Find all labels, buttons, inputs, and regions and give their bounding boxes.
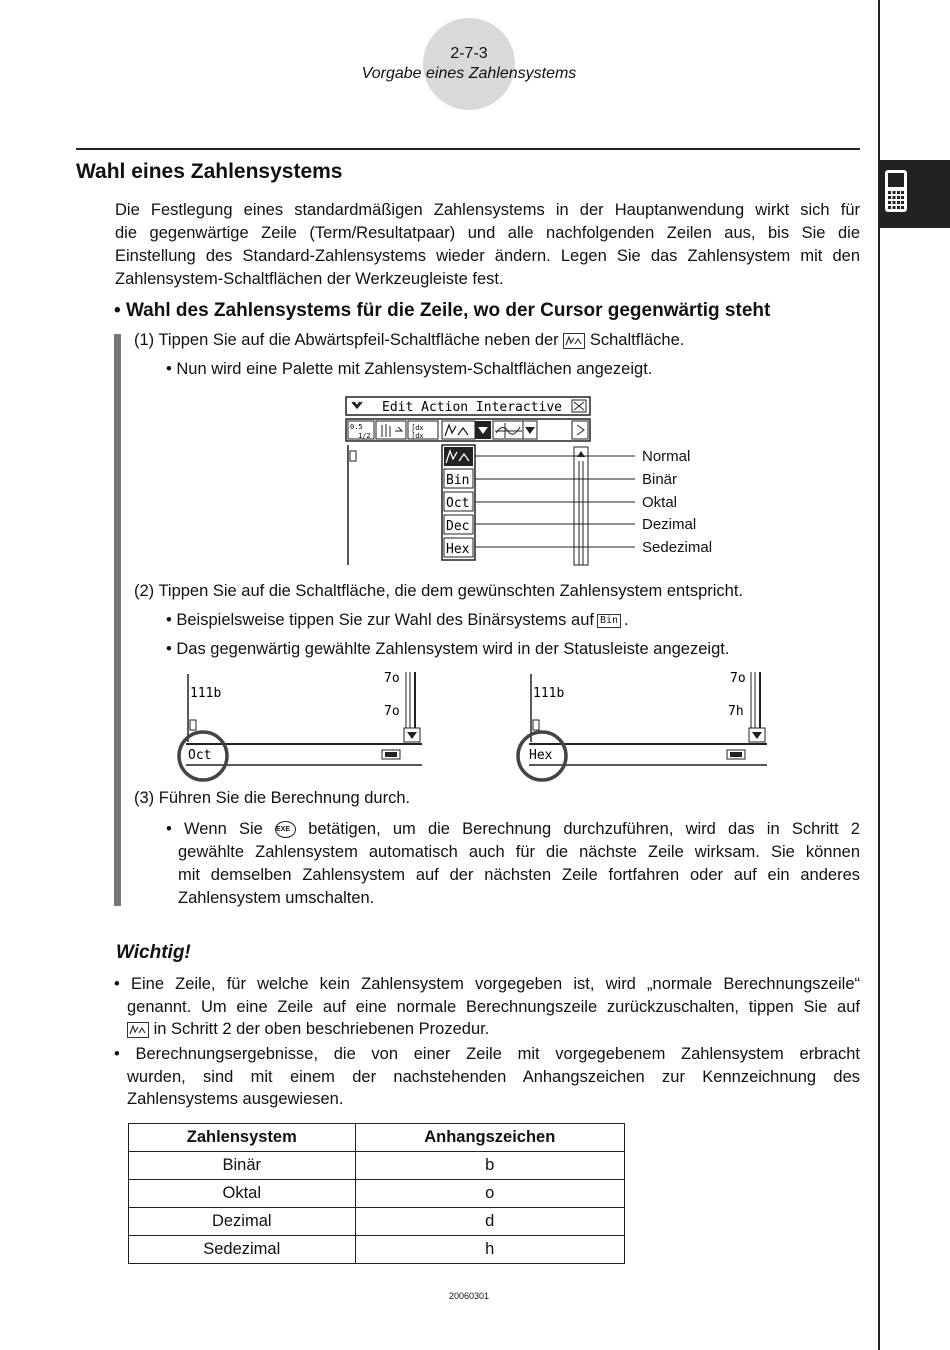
fraction-icon-bottom: 1/2 xyxy=(358,432,371,440)
screen-input: 111b xyxy=(533,686,565,701)
palette-hex-label: Hex xyxy=(446,542,470,557)
important-line: • Berechnungsergebnisse, die von einer Zeile mit vorgegebenem Zahlensystem erbracht xyxy=(114,1045,860,1063)
chapter-tab xyxy=(880,160,950,228)
table-cell: Binär xyxy=(129,1152,356,1180)
callout-sedezimal: Sedezimal xyxy=(642,539,713,556)
step-2-bullet-1: • Beispielsweise tippen Sie zur Wahl des Binärsystems auf Bin . xyxy=(166,611,629,629)
step-2-bullet-1-end: . xyxy=(624,611,629,629)
section-rule xyxy=(76,148,860,150)
step-3-bullet-text: betätigen, um die Berechnung durchzuführen, wird das in Schritt 2 xyxy=(308,820,860,838)
status-mode-label: Hex xyxy=(529,748,553,763)
important-bullet-2 xyxy=(114,1043,860,1111)
table-cell: d xyxy=(355,1208,624,1236)
table-cell: Dezimal xyxy=(129,1208,356,1236)
battery-fill xyxy=(385,752,397,757)
step-3-bullet-line: • Wenn Sie EXE betätigen, um die Berechnung durchzuführen, wird das in Schritt 2 xyxy=(166,820,860,838)
palette-dec-label: Dec xyxy=(446,519,470,534)
cursor-icon xyxy=(190,720,196,730)
intro-line: Zahlensystem-Schaltflächen der Werkzeugleiste fest. xyxy=(115,270,504,288)
important-bullet-2-text: Berechnungsergebnisse, die von einer Zeile mit vorgegebenem Zahlensystem erbracht xyxy=(135,1045,860,1063)
important-bullet-1-text: Eine Zeile, für welche kein Zahlensystem vorgegeben ist, wird „normale Berechnungszeile“ xyxy=(130,975,860,993)
intro-line: Einstellung des Standard-Zahlensystems wieder ändern. Legen Sie das Zahlensystem mit den xyxy=(115,247,860,265)
screen-result: 7h xyxy=(728,704,744,719)
step-1-bullet-text: Nun wird eine Palette mit Zahlensystem-Schaltflächen angezeigt. xyxy=(176,360,653,378)
important-heading: Wichtig! xyxy=(116,942,191,963)
table-header: Zahlensystem xyxy=(129,1124,356,1152)
subheading-text: Wahl des Zahlensystems für die Zeile, wo der Cursor gegenwärtig steht xyxy=(125,300,771,321)
screen-result-top: 7o xyxy=(730,671,746,686)
status-screen-hex xyxy=(515,670,775,785)
bin-button-icon: Bin xyxy=(597,614,621,628)
table-row xyxy=(129,1236,625,1264)
intro-line: Die Festlegung eines standardmäßigen Zahlensystems in der Hauptanwendung wirkt sich für xyxy=(115,201,860,219)
important-line xyxy=(114,1018,860,1041)
step-3: (3) Führen Sie die Berechnung durch. xyxy=(134,789,411,807)
subheading xyxy=(114,300,770,322)
integral-icon-top: ∫dx xyxy=(411,424,424,432)
callout-lines xyxy=(475,456,635,547)
step-2: (2) Tippen Sie auf die Schaltfläche, die dem gewünschten Zahlensystem entspricht. xyxy=(134,582,744,600)
callout-oktal: Oktal xyxy=(642,494,678,511)
important-bullet-1-end: in Schritt 2 der oben beschriebenen Prozedur. xyxy=(153,1020,490,1038)
procedure-sidebar xyxy=(114,334,121,906)
calculator-icon xyxy=(880,160,950,228)
step-1-text-end: Schaltfläche. xyxy=(589,331,685,349)
important-bullet-1 xyxy=(114,973,860,1041)
page-number: 2-7-3 xyxy=(450,45,488,62)
step-1-text: (1) Tippen Sie auf die Abwärtspfeil-Schaltfläche neben der xyxy=(134,331,559,349)
fraction-icon-top: 0.5 xyxy=(350,423,363,431)
screen-result-top: 7o xyxy=(384,671,400,686)
important-line: genannt. Um eine Zeile auf eine normale Berechnungszeile zurückzuschalten, tippen Sie auf xyxy=(127,997,860,1016)
screen-input: 111b xyxy=(190,686,222,701)
integral-icon-bottom: ∫dx xyxy=(411,432,424,440)
exe-key-icon: EXE xyxy=(275,821,296,838)
important-line: wurden, sind mit einem der nachstehenden Anhangszeichen zur Kennzeichnung des xyxy=(127,1067,860,1086)
palette-bin-label: Bin xyxy=(446,473,470,488)
footer-code: 20060301 xyxy=(448,1291,490,1301)
callout-binar: Binär xyxy=(642,471,678,488)
step-2-bullet-1-text: Beispielsweise tippen Sie zur Wahl des Binärsystems auf xyxy=(176,611,594,629)
table-row xyxy=(129,1180,625,1208)
table-cell: b xyxy=(355,1152,624,1180)
palette-oct-label: Oct xyxy=(446,496,470,511)
page-number-circle xyxy=(423,18,515,110)
normal-mode-icon xyxy=(563,333,585,349)
step-3-bullet-prefix: Wenn Sie xyxy=(183,820,263,838)
normal-mode-icon xyxy=(127,1022,149,1038)
table-row xyxy=(129,1152,625,1180)
table-cell: o xyxy=(355,1180,624,1208)
intro-paragraph xyxy=(115,199,860,291)
table-cell: h xyxy=(355,1236,624,1264)
status-screen-oct xyxy=(172,670,432,785)
screen-result: 7o xyxy=(384,704,400,719)
step-2-bullet-2: • Das gegenwärtig gewählte Zahlensystem wird in der Statusleiste angezeigt. xyxy=(166,640,730,658)
table-cell: Oktal xyxy=(129,1180,356,1208)
intro-line: die gegenwärtige Zeile (Term/Resultatpaar) und alle nachfolgenden Zeilen aus, bis Sie die xyxy=(115,224,860,242)
callout-dezimal: Dezimal xyxy=(642,516,697,533)
step-3-bullet-line: gewählte Zahlensystem automatisch auch für die nächste Zeile wirksam. Sie können xyxy=(178,843,860,861)
cursor-icon xyxy=(350,451,356,461)
menu-label: Edit Action Interactive xyxy=(382,400,563,415)
battery-fill xyxy=(730,752,742,757)
important-line: Zahlensystems ausgewiesen. xyxy=(127,1090,344,1108)
suffix-table xyxy=(128,1123,625,1264)
step-3-bullet xyxy=(166,818,860,910)
status-mode-label: Oct xyxy=(188,748,212,763)
table-row xyxy=(129,1208,625,1236)
table-header: Anhangszeichen xyxy=(355,1124,624,1152)
step-1 xyxy=(134,331,684,350)
section-title: Vorgabe eines Zahlensystems xyxy=(361,65,577,82)
table-header-row xyxy=(129,1124,625,1152)
cursor-icon xyxy=(533,720,539,730)
step-3-bullet-line: mit demselben Zahlensystem auf der nächsten Zeile fortfahren oder auf ein anderes xyxy=(178,866,860,884)
bullet-icon: • xyxy=(114,300,126,321)
page-title: Wahl eines Zahlensystems xyxy=(76,160,343,183)
step-3-bullet-line: Zahlensystem umschalten. xyxy=(178,889,375,907)
step-2-bullet-2-text: Das gegenwärtig gewählte Zahlensystem wird in der Statusleiste angezeigt. xyxy=(176,640,730,658)
important-line: • Eine Zeile, für welche kein Zahlensystem vorgegeben ist, wird „normale Berechnungszeile“ xyxy=(114,975,860,993)
toolbar-scroll-button[interactable] xyxy=(572,421,588,439)
table-cell: Sedezimal xyxy=(129,1236,356,1264)
step-1-bullet: • Nun wird eine Palette mit Zahlensystem-Schaltflächen angezeigt. xyxy=(166,360,653,378)
callout-normal: Normal xyxy=(642,448,691,465)
